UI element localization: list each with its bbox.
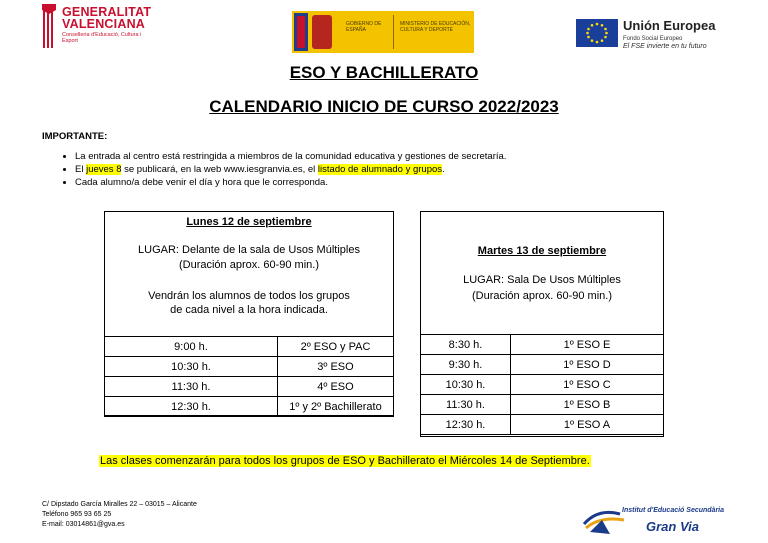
monday-note-line2: de cada nivel a la hora indicada. <box>170 304 328 316</box>
monday-schedule <box>104 211 394 416</box>
page-title: ESO Y BACHILLERATO <box>289 63 479 82</box>
gobierno-text: GOBIERNO DE ESPAÑA <box>336 15 394 49</box>
group-cell: 1º ESO A <box>511 415 664 435</box>
table-row <box>421 395 664 415</box>
school-logo-line2: Gran Via <box>646 519 699 534</box>
school-logo-line1: Institut d'Educació Secundària <box>622 507 725 514</box>
time-cell: 10:30 h. <box>421 375 511 395</box>
table-row <box>421 335 664 355</box>
ue-fund: Fondo Social Europeo <box>623 36 683 42</box>
table-row <box>105 357 394 377</box>
page-subtitle: CALENDARIO INICIO DE CURSO 2022/2023 <box>209 97 559 116</box>
gva-name-line2: VALENCIANA <box>62 17 146 31</box>
important-label: IMPORTANTE: <box>42 131 108 142</box>
time-cell: 12:30 h. <box>105 397 278 417</box>
monday-day: Lunes 12 de septiembre <box>186 216 312 228</box>
table-row <box>421 355 664 375</box>
start-date-banner: Las clases comenzarán para todos los grupos de ESO y Bachillerato el Miércoles 14 de Septiembre. <box>100 455 590 467</box>
phone-line: Teléfono 965 93 65 25 <box>42 511 112 518</box>
tuesday-place: LUGAR: Sala De Usos Múltiples <box>463 274 621 286</box>
table-row <box>421 415 664 435</box>
generalitat-emblem-icon <box>42 4 56 48</box>
gva-subtitle: Conselleria d'Educació, Cultura i Esport <box>62 32 142 44</box>
tuesday-duration: (Duración aprox. 60-90 min.) <box>471 290 612 302</box>
ue-slogan: El FSE invierte en tu futuro <box>623 43 707 50</box>
highlight-date: jueves 8 <box>86 164 122 175</box>
important-list <box>61 150 506 189</box>
highlight-list: listado de alumnado y grupos <box>317 164 443 175</box>
generalitat-logo <box>42 4 162 52</box>
union-europea-logo <box>576 17 736 51</box>
ue-title: Unión Europea <box>623 18 716 33</box>
time-cell: 12:30 h. <box>421 415 511 435</box>
ministerio-text: MINISTERIO DE EDUCACIÓN, CULTURA Y DEPORTE <box>400 21 471 33</box>
table-row <box>421 375 664 395</box>
group-cell: 1º ESO D <box>511 355 664 375</box>
tuesday-day: Martes 13 de septiembre <box>477 245 607 257</box>
bullet-attendance: • Cada alumno/a debe venir el día y hora que le corresponda. <box>75 176 506 189</box>
table-row <box>105 397 394 417</box>
monday-place: LUGAR: Delante de la sala de Usos Múltiples <box>138 244 360 256</box>
table-row <box>105 377 394 397</box>
tuesday-table <box>420 334 664 435</box>
address-line: C/ Dipstado García Miralles 22 – 03015 – Alicante <box>42 501 197 508</box>
group-cell: 1º ESO E <box>511 335 664 355</box>
time-cell: 9:00 h. <box>105 337 278 357</box>
monday-duration: (Duración aprox. 60-90 min.) <box>178 259 319 271</box>
bullet-publication: • El jueves 8 se publicará, en la web www.iesgranvia.es, el listado de alumnado y grupos. <box>75 163 506 176</box>
school-logo <box>580 500 730 540</box>
group-cell: 3º ESO <box>278 357 394 377</box>
gobierno-logo <box>292 11 474 53</box>
email-line: E-mail: 03014861@gva.es <box>42 521 125 528</box>
group-cell: 2º ESO y PAC <box>278 337 394 357</box>
group-cell: 1º ESO C <box>511 375 664 395</box>
eu-strip-icon <box>294 13 308 51</box>
time-cell: 11:30 h. <box>105 377 278 397</box>
school-contact <box>42 500 197 530</box>
monday-table <box>104 336 394 417</box>
gva-name-line1: GENERALITAT <box>62 5 152 19</box>
time-cell: 11:30 h. <box>421 395 511 415</box>
eu-flag-icon <box>576 19 618 47</box>
group-cell: 4º ESO <box>278 377 394 397</box>
group-cell: 1º y 2º Bachillerato <box>278 397 394 417</box>
coat-of-arms-icon <box>312 15 332 49</box>
time-cell: 8:30 h. <box>421 335 511 355</box>
tuesday-schedule <box>420 211 664 437</box>
table-row <box>105 337 394 357</box>
time-cell: 10:30 h. <box>105 357 278 377</box>
monday-note-line1: Vendrán los alumnos de todos los grupos <box>148 290 350 302</box>
bullet-access: • La entrada al centro está restringida a miembros de la comunidad educativa y gestiones de secretaría. <box>75 150 506 163</box>
time-cell: 9:30 h. <box>421 355 511 375</box>
group-cell: 1º ESO B <box>511 395 664 415</box>
